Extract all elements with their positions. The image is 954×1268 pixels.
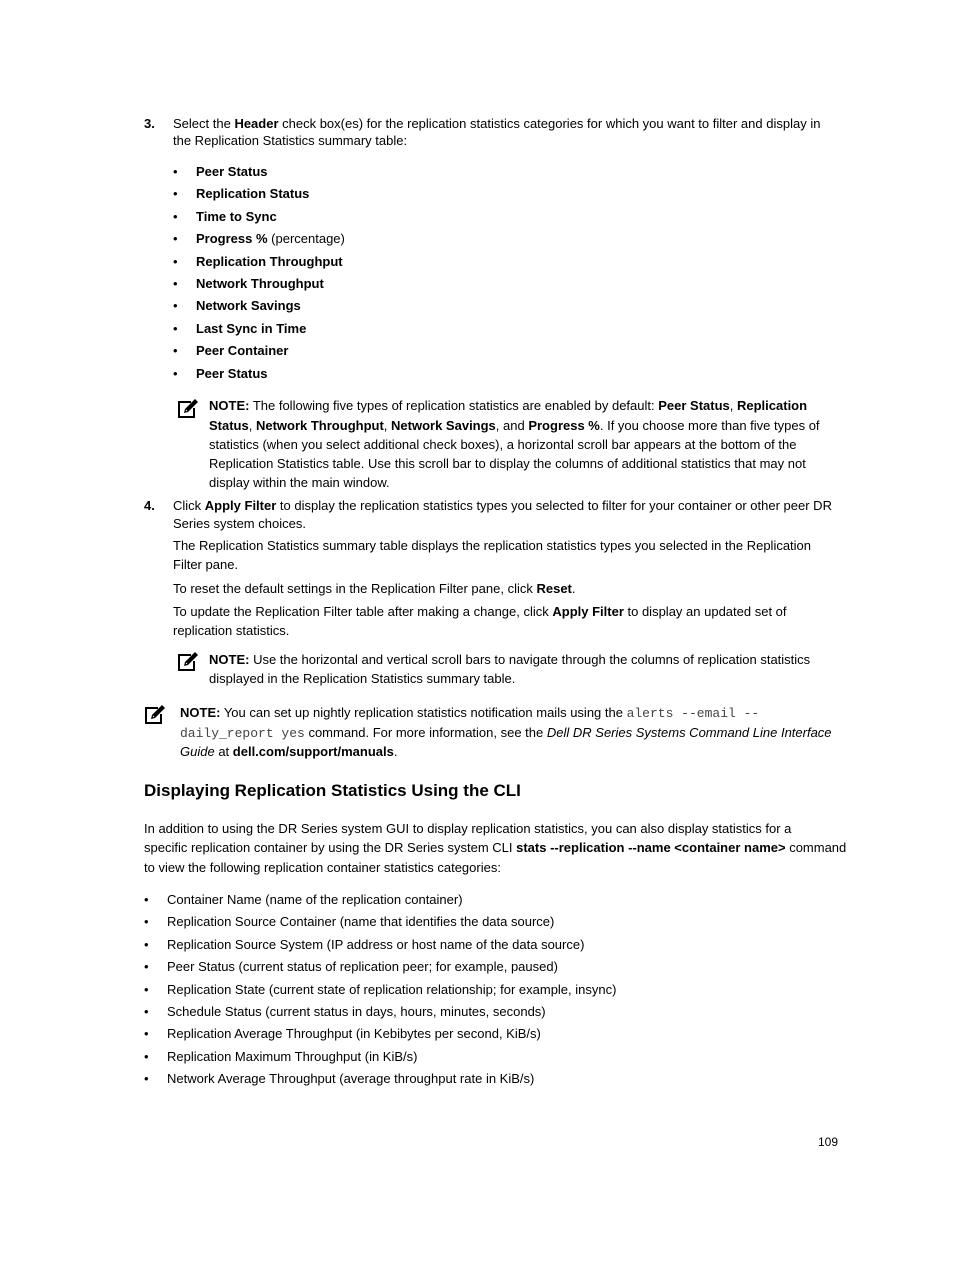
bullet-icon: • <box>144 959 149 974</box>
step-4-number: 4. <box>144 498 155 513</box>
bullet-icon: • <box>173 366 178 381</box>
list-item: Replication Maximum Throughput (in KiB/s) <box>167 1049 418 1064</box>
bullet-icon: • <box>173 343 178 358</box>
note-3-line3: Guide at dell.com/support/manuals. <box>180 744 398 759</box>
list-item: Replication Source Container (name that identifies the data source) <box>167 914 555 929</box>
list-item: Peer Status <box>196 366 268 381</box>
list-item: Replication Throughput <box>196 254 343 269</box>
note-1-line4: Replication Statistics table. Use this scroll bar to display the columns of additional statistics that may not <box>209 456 806 471</box>
bullet-icon: • <box>144 892 149 907</box>
list-item: Peer Status (current status of replication peer; for example, paused) <box>167 959 558 974</box>
list-item: Progress % (percentage) <box>196 231 345 246</box>
step-4-para1-line2: Filter pane. <box>173 557 239 572</box>
note-3-line2: daily_report yes command. For more information, see the Dell DR Series Systems Command Line Interface <box>180 725 832 741</box>
list-item: Time to Sync <box>196 209 277 224</box>
step-3-text-line1: Select the Header check box(es) for the replication statistics categories for which you want to filter and display in <box>173 116 821 131</box>
list-item: Replication Source System (IP address or host name of the data source) <box>167 937 585 952</box>
bullet-icon: • <box>173 209 178 224</box>
list-item: Network Savings <box>196 298 301 313</box>
step-4-para1-line1: The Replication Statistics summary table displays the replication statistics types you selected in the Replication <box>173 538 812 553</box>
note-3-line1: NOTE: You can set up nightly replication statistics notification mails using the alerts --email -- <box>180 705 760 721</box>
bullet-icon: • <box>144 982 149 997</box>
step-3-number: 3. <box>144 116 155 131</box>
list-item: Last Sync in Time <box>196 321 307 336</box>
step-4-para2: To reset the default settings in the Replication Filter pane, click Reset. <box>173 581 576 596</box>
list-item: Peer Container <box>196 343 289 358</box>
step-4-text-line1: Click Apply Filter to display the replication statistics types you selected to filter for your container or other peer DR <box>173 498 832 513</box>
list-item: Network Average Throughput (average throughput rate in KiB/s) <box>167 1071 535 1086</box>
section-heading: Displaying Replication Statistics Using the CLI <box>144 781 521 800</box>
list-item: Peer Status <box>196 164 268 179</box>
list-item: Replication Status <box>196 186 310 201</box>
step-4-para3-line1: To update the Replication Filter table after making a change, click Apply Filter to display an updated set of <box>173 604 787 619</box>
bullet-icon: • <box>173 254 178 269</box>
bullet-icon: • <box>144 1004 149 1019</box>
step-3-text-line2: the Replication Statistics summary table: <box>173 133 408 148</box>
bullet-icon: • <box>173 321 178 336</box>
list-item: Replication Average Throughput (in Kebibytes per second, KiB/s) <box>167 1026 541 1041</box>
list-item: Schedule Status (current status in days, hours, minutes, seconds) <box>167 1004 546 1019</box>
bullet-icon: • <box>173 276 178 291</box>
bullet-icon: • <box>173 186 178 201</box>
pencil-note-icon <box>144 705 166 725</box>
bullet-icon: • <box>144 914 149 929</box>
pencil-note-icon <box>177 652 199 672</box>
page-number: 109 <box>818 1135 839 1149</box>
step-4-text-line2: Series system choices. <box>173 516 306 531</box>
bullet-icon: • <box>144 1026 149 1041</box>
bullet-icon: • <box>144 1049 149 1064</box>
section-intro-line1: In addition to using the DR Series system GUI to display replication statistics, you can also display statistics for a <box>144 821 792 836</box>
section-intro-line3: to view the following replication container statistics categories: <box>144 860 501 875</box>
note-1-line2: Status, Network Throughput, Network Savings, and Progress %. If you choose more than five types of <box>209 418 820 433</box>
note-1-line1: NOTE: The following five types of replication statistics are enabled by default: Peer Status, Replication <box>209 398 808 413</box>
bullet-icon: • <box>144 1071 149 1086</box>
note-1-line3: statistics (when you select additional check boxes), a horizontal scroll bar appears at the bottom of the <box>209 437 797 452</box>
list-item: Container Name (name of the replication container) <box>167 892 463 907</box>
step-4-para3-line2: replication statistics. <box>173 623 290 638</box>
note-2-line2: displayed in the Replication Statistics summary table. <box>209 671 516 686</box>
list-item: Replication State (current state of replication relationship; for example, insync) <box>167 982 617 997</box>
bullet-icon: • <box>173 231 178 246</box>
bullet-icon: • <box>144 937 149 952</box>
note-1-line5: display within the main window. <box>209 475 390 490</box>
bullet-icon: • <box>173 298 178 313</box>
note-2-line1: NOTE: Use the horizontal and vertical scroll bars to navigate through the columns of replication statistics <box>209 652 811 667</box>
bullet-icon: • <box>173 164 178 179</box>
section-intro-line2: specific replication container by using the DR Series system CLI stats --replication --name <container name> command <box>144 840 847 855</box>
pencil-note-icon <box>177 399 199 419</box>
list-item: Network Throughput <box>196 276 324 291</box>
